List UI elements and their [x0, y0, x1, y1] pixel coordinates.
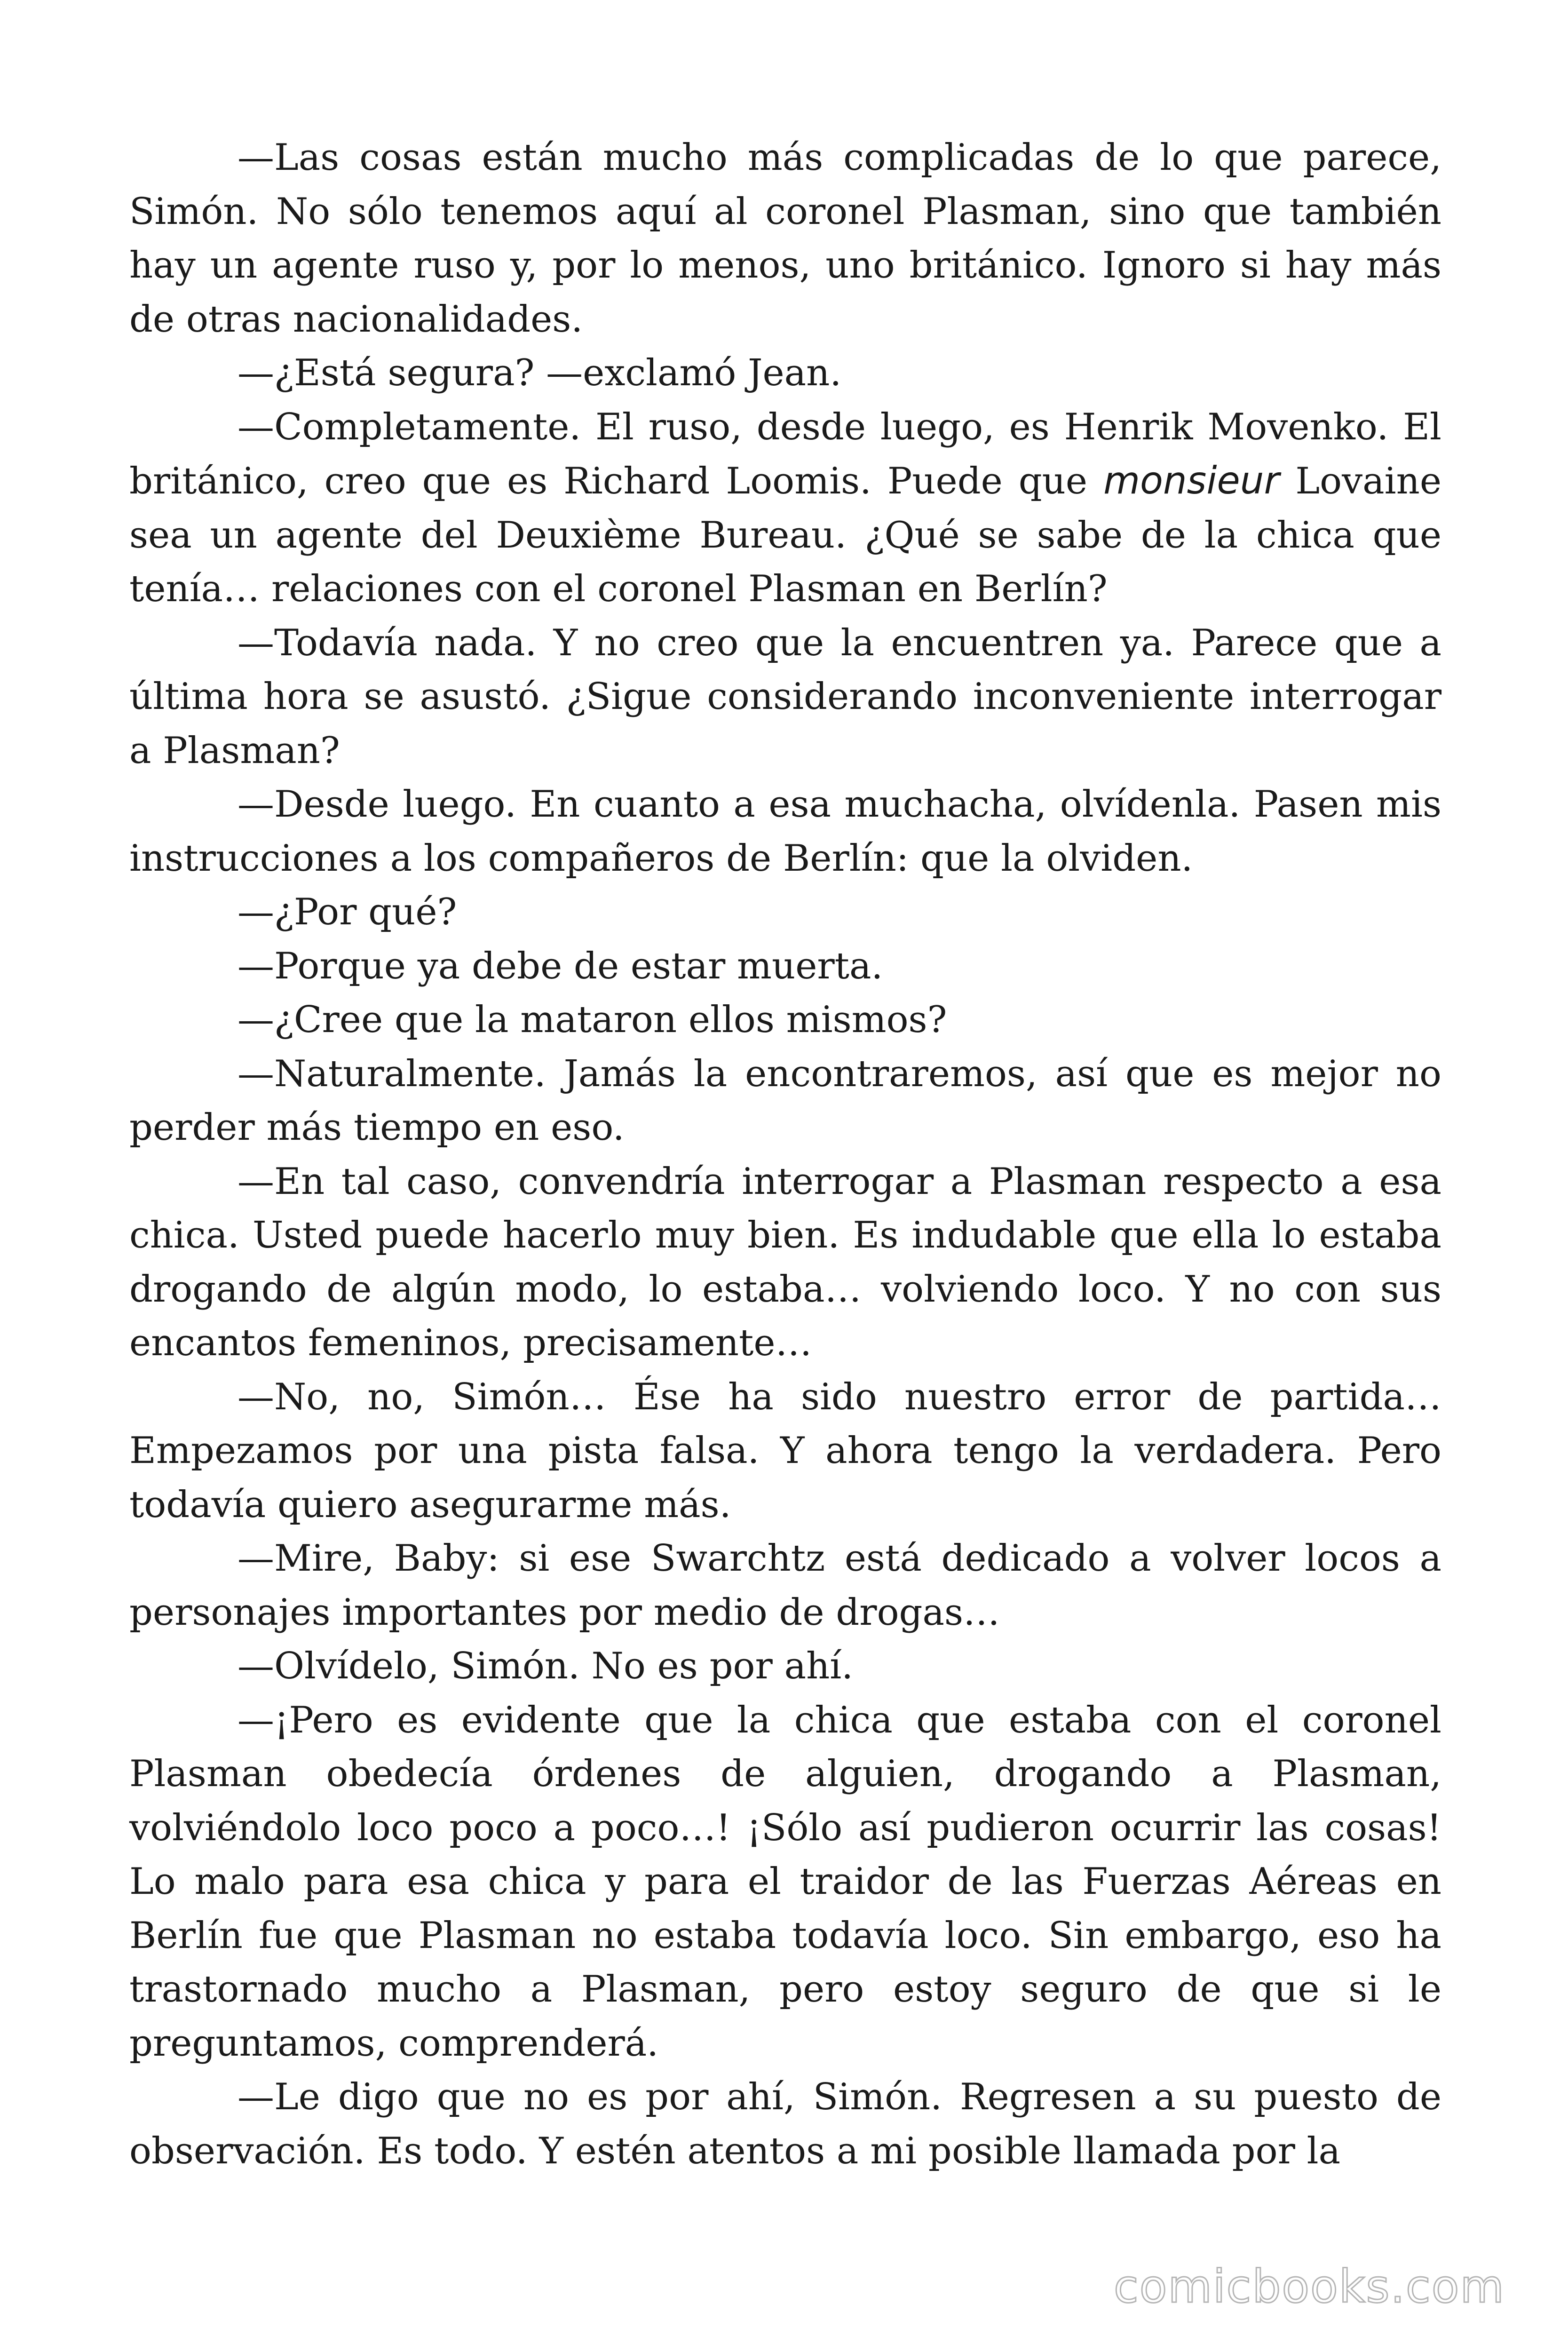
paragraph-text: —Completamente. El ruso, desde luego, es Henrik Movenko. El británico, creo que es Richard Loomis. Puede que — [129, 405, 1441, 502]
paragraph: —Las cosas están mucho más complicadas de lo que parece, Simón. No sólo tenemos aquí al coronel Plasman, sino que también hay un agente ruso y, por lo menos, uno británico. Ignoro si hay más de otras nacionalidades. — [129, 136, 1441, 341]
paragraph: —¿Por qué? — [238, 891, 457, 933]
paragraph: —Todavía nada. Y no creo que la encuentren ya. Parece que a última hora se asustó. ¿Sigue considerando inconveniente interrogar a Plasman? — [129, 621, 1441, 772]
paragraph-text: Lovaine sea un agente del Deuxième Bureau. ¿Qué se sabe de la chica que tenía… relaciones con el coronel Plasman en Berlín? — [129, 460, 1441, 610]
paragraph: —En tal caso, convendría interrogar a Plasman respecto a esa chica. Usted puede hacerlo muy bien. Es indudable que ella lo estaba drogando de algún modo, lo estaba… volviendo loco. Y no con sus encantos femeninos, precisamente… — [129, 1160, 1441, 1364]
italic-word: monsieur — [1103, 459, 1280, 502]
paragraph: —¡Pero es evidente que la chica que estaba con el coronel Plasman obedecía órdenes de alguien, drogando a Plasman, volviéndolo loco poco a poco…! ¡Sólo así pudieron ocurrir las cosas! Lo malo para esa chica y para el traidor de las Fuerzas Aéreas en Berlín fue que Plasman no estaba todavía loco. Sin embargo, eso ha trastornado mucho a Plasman, pero estoy seguro de que si le preguntamos, comprenderá. — [129, 1699, 1441, 2065]
paragraph: —Desde luego. En cuanto a esa muchacha, olvídenla. Pasen mis instrucciones a los compañeros de Berlín: que la olviden. — [129, 783, 1441, 880]
paragraph: —Le digo que no es por ahí, Simón. Regresen a su puesto de observación. Es todo. Y estén atentos a mi posible llamada por la — [129, 2076, 1441, 2172]
paragraph: —Mire, Baby: si ese Swarchtz está dedicado a volver locos a personajes importantes por medio de drogas… — [129, 1537, 1441, 1634]
paragraph — [129, 400, 1441, 616]
paragraph: —Olvídelo, Simón. No es por ahí. — [238, 1645, 854, 1687]
paragraph: —¿Está segura? —exclamó Jean. — [238, 352, 842, 394]
watermark: comicbooks.com — [1113, 2260, 1505, 2313]
paragraph: —No, no, Simón… Ése ha sido nuestro error de partida… Empezamos por una pista falsa. Y ahora tengo la verdadera. Pero todavía quiero asegurarme más. — [129, 1375, 1441, 1526]
paragraph: —Porque ya debe de estar muerta. — [238, 945, 883, 987]
book-page-text — [129, 131, 1441, 2178]
paragraph: —¿Cree que la mataron ellos mismos? — [238, 999, 947, 1041]
paragraph: —Naturalmente. Jamás la encontraremos, así que es mejor no perder más tiempo en eso. — [129, 1052, 1441, 1149]
